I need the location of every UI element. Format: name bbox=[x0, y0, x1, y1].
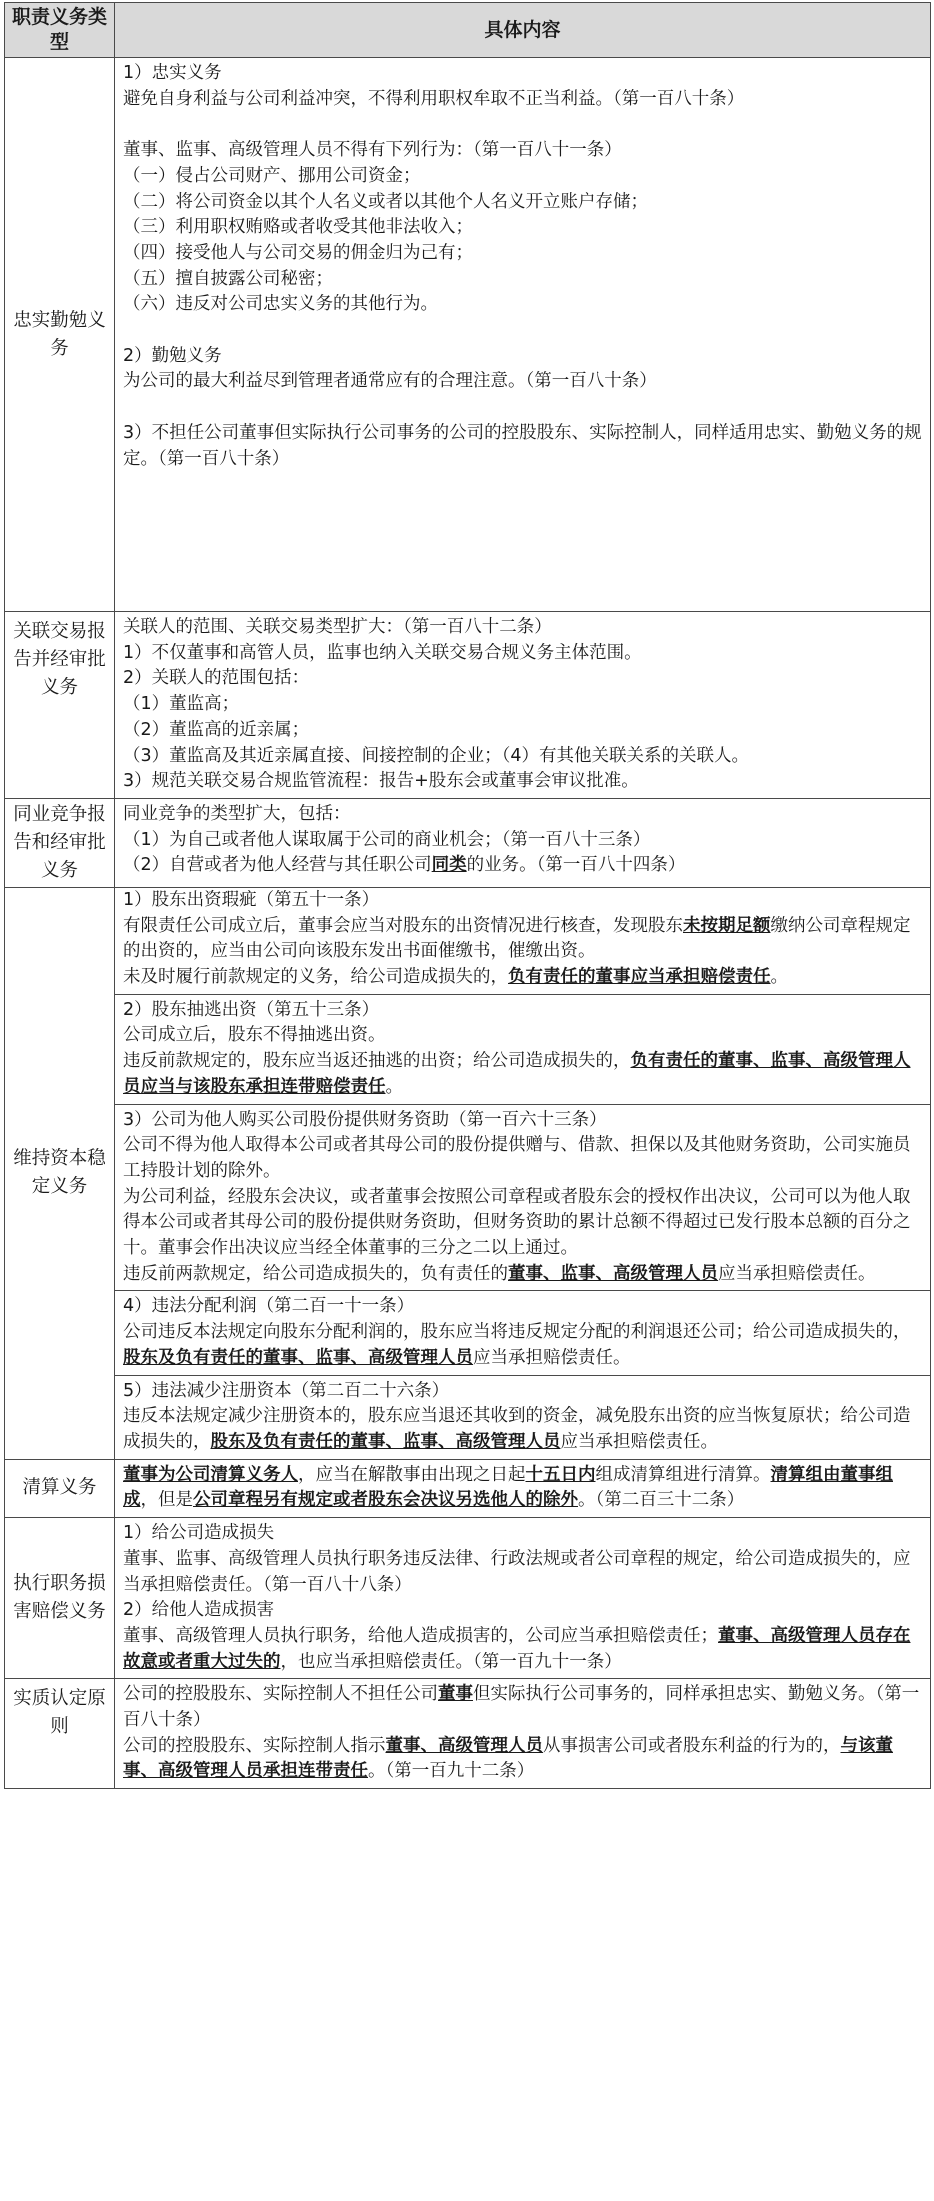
list-item: （2）自营或者为他人经营与其任职公司同类的业务。（第一百八十四条） bbox=[123, 855, 686, 876]
category-substance: 实质认定原则 bbox=[5, 1679, 115, 1789]
list-item: （1）董监高； bbox=[123, 694, 240, 715]
list-item: 为公司的最大利益尽到管理者通常应有的合理注意。（第一百八十条） bbox=[123, 371, 657, 392]
row-liquidation bbox=[5, 1459, 931, 1517]
list-item: （3）董监高及其近亲属直接、间接控制的企业；（4）有其他关联关系的关联人。 bbox=[123, 745, 750, 766]
emphasis-text: 同类 bbox=[431, 855, 467, 876]
list-item: （五）擅自披露公司秘密； bbox=[123, 268, 333, 289]
content-compensation: 1）给公司造成损失 董事、监事、高级管理人员执行职务违反法律、行政法规或者公司章程的规定，给公司造成损失的，应当承担赔偿责任。（第一百八十八条） 2）给他人造成损害 董事、高级管理人员执行职务，给他人造成损害的，公司应当承担赔偿责任；董事、高级管理人员存在故意或者重大过失的，也应当承担赔偿责任。（第一百九十一条） bbox=[115, 1518, 931, 1679]
content-capital bbox=[115, 887, 931, 1459]
subsection-title: 2）给他人造成损害 bbox=[123, 1600, 275, 1621]
row-substance bbox=[5, 1679, 931, 1789]
capital-subsection-3: 3）公司为他人购买公司股份提供财务资助（第一百六十三条） 公司不得为他人取得本公司或者其母公司的股份提供赠与、借款、担保以及其他财务资助，公司实施员工持股计划的除外。 为公司利益，经股东会决议，或者董事会按照公司章程或者股东会的授权作出决议，公司可以为他人取得本公司或者其母公司的股份提供财务资助，但财务资助的累计总额不得超过已发行股本总额的百分之十。董事会作出决议应当经全体董事的三分之二以上通过。 违反前两款规定，给公司造成损失的，负有责任的董事、监事、高级管理人员应当承担赔偿责任。 bbox=[115, 1104, 930, 1291]
emphasis-text: 负有责任的董事应当承担赔偿责任 bbox=[508, 967, 771, 988]
list-item: 3）规范关联交易合规监管流程：报告+股东会或董事会审议批准。 bbox=[123, 771, 639, 792]
list-item: （2）董监高的近亲属； bbox=[123, 719, 310, 740]
emphasis-text: 董事、高级管理人员存在故意或者重大过失的 bbox=[123, 1625, 911, 1672]
emphasis-text: 股东及负有责任的董事、监事、高级管理人员 bbox=[123, 1347, 473, 1368]
emphasis-text: 负有责任的董事、监事、高级管理人员应当与该股东承担连带赔偿责任 bbox=[123, 1051, 911, 1097]
list-item: 关联人的范围、关联交易类型扩大：（第一百八十二条） bbox=[123, 617, 552, 637]
list-item: 2）关联人的范围包括： bbox=[123, 668, 310, 689]
header-content: 具体内容 bbox=[115, 3, 931, 58]
list-item: 董事、监事、高级管理人员不得有下列行为：（第一百八十一条） bbox=[123, 140, 622, 161]
table-header-row bbox=[5, 3, 931, 58]
emphasis-text: 董事为公司清算义务人 bbox=[123, 1464, 298, 1485]
emphasis-text: 董事、监事、高级管理人员 bbox=[508, 1263, 718, 1284]
emphasis-text: 股东及负有责任的董事、监事、高级管理人员 bbox=[210, 1431, 561, 1452]
emphasis-text: 董事、高级管理人员 bbox=[385, 1735, 543, 1756]
subsection-title: 1）给公司造成损失 bbox=[123, 1523, 275, 1544]
category-related: 关联交易报告并经审批义务 bbox=[5, 612, 115, 799]
capital-subsection-4: 4）违法分配利润（第二百一十一条） 公司违反本法规定向股东分配利润的，股东应当将违反规定分配的利润退还公司；给公司造成损失的，股东及负有责任的董事、监事、高级管理人员应当承担赔偿责任。 bbox=[115, 1290, 930, 1374]
list-item: （1）为自己或者他人谋取属于公司的商业机会；（第一百八十三条） bbox=[123, 829, 651, 850]
list-item: （四）接受他人与公司交易的佣金归为己有； bbox=[123, 242, 473, 263]
emphasis-text: 与该董事、高级管理人员承担连带责任 bbox=[123, 1735, 893, 1782]
row-compensation bbox=[5, 1518, 931, 1679]
list-item: 3）不担任公司董事但实际执行公司事务的公司的控股股东、实际控制人，同样适用忠实、勤勉义务的规定。（第一百八十条） bbox=[123, 422, 922, 469]
category-loyalty: 忠实勤勉义务 bbox=[5, 58, 115, 612]
list-item: 避免自身利益与公司利益冲突，不得利用职权牟取不正当利益。（第一百八十条） bbox=[123, 88, 745, 109]
category-competition: 同业竞争报告和经审批义务 bbox=[5, 798, 115, 887]
header-duty-type: 职责义务类型 bbox=[5, 3, 115, 58]
content-liquidation: 董事为公司清算义务人，应当在解散事由出现之日起十五日内组成清算组进行清算。清算组由董事组成，但是公司章程另有规定或者股东会决议另选他人的除外。（第二百三十二条） bbox=[115, 1459, 931, 1517]
category-capital: 维持资本稳定义务 bbox=[5, 887, 115, 1459]
capital-subsection-2: 2）股东抽逃出资（第五十三条） 公司成立后，股东不得抽逃出资。 违反前款规定的，股东应当返还抽逃的出资；给公司造成损失的，负有责任的董事、监事、高级管理人员应当与该股东承担连带赔偿责任。 bbox=[115, 994, 930, 1104]
list-item: （六）违反对公司忠实义务的其他行为。 bbox=[123, 294, 438, 315]
list-item: （一）侵占公司财产、挪用公司资金； bbox=[123, 165, 421, 186]
row-loyalty bbox=[5, 58, 931, 612]
category-liquidation: 清算义务 bbox=[5, 1459, 115, 1517]
list-item: 1）不仅董事和高管人员，监事也纳入关联交易合规义务主体范围。 bbox=[123, 642, 642, 663]
emphasis-text: 未按期足额 bbox=[683, 915, 771, 936]
duties-table bbox=[4, 2, 931, 1789]
subsection-title: 3）公司为他人购买公司股份提供财务资助（第一百六十三条） bbox=[123, 1109, 607, 1130]
content-loyalty bbox=[115, 58, 931, 612]
row-competition bbox=[5, 798, 931, 887]
content-competition bbox=[115, 798, 931, 887]
content-related bbox=[115, 612, 931, 799]
emphasis-text: 十五日内 bbox=[525, 1464, 596, 1485]
row-capital bbox=[5, 887, 931, 1459]
subsection-title: 2）股东抽逃出资（第五十三条） bbox=[123, 999, 380, 1020]
emphasis-text: 董事 bbox=[438, 1684, 473, 1705]
list-item: 2）勤勉义务 bbox=[123, 345, 222, 366]
capital-subsection-1: 1）股东出资瑕疵（第五十一条） 有限责任公司成立后，董事会应当对股东的出资情况进行核查，发现股东未按期足额缴纳公司章程规定的出资的，应当由公司向该股东发出书面催缴书，催缴出资。 未及时履行前款规定的义务，给公司造成损失的，负有责任的董事应当承担赔偿责任。 bbox=[115, 888, 930, 994]
content-substance: 公司的控股股东、实际控制人不担任公司董事但实际执行公司事务的，同样承担忠实、勤勉义务。（第一百八十条） 公司的控股股东、实际控制人指示董事、高级管理人员从事损害公司或者股东利益的行为的，与该董事、高级管理人员承担连带责任。（第一百九十二条） bbox=[115, 1679, 931, 1789]
subsection-title: 5）违法减少注册资本（第二百二十六条） bbox=[123, 1380, 450, 1401]
subsection-title: 1）股东出资瑕疵（第五十一条） bbox=[123, 889, 380, 910]
emphasis-text: 公司章程另有规定或者股东会决议另选他人的除外 bbox=[193, 1490, 578, 1511]
subsection-title: 4）违法分配利润（第二百一十一条） bbox=[123, 1296, 415, 1317]
capital-subsection-5: 5）违法减少注册资本（第二百二十六条） 违反本法规定减少注册资本的，股东应当退还其收到的资金，减免股东出资的应当恢复原状；给公司造成损失的，股东及负有责任的董事、监事、高级管理人员应当承担赔偿责任。 bbox=[115, 1375, 930, 1459]
list-item: 1）忠实义务 bbox=[123, 63, 222, 83]
list-item: （三）利用职权贿赂或者收受其他非法收入； bbox=[123, 217, 473, 238]
category-compensation: 执行职务损害赔偿义务 bbox=[5, 1518, 115, 1679]
emphasis-text: 清算组由董事组成 bbox=[123, 1464, 893, 1511]
list-item: 同业竞争的类型扩大，包括： bbox=[123, 803, 351, 824]
row-related bbox=[5, 612, 931, 799]
list-item: （二）将公司资金以其个人名义或者以其他个人名义开立账户存储； bbox=[123, 191, 648, 212]
